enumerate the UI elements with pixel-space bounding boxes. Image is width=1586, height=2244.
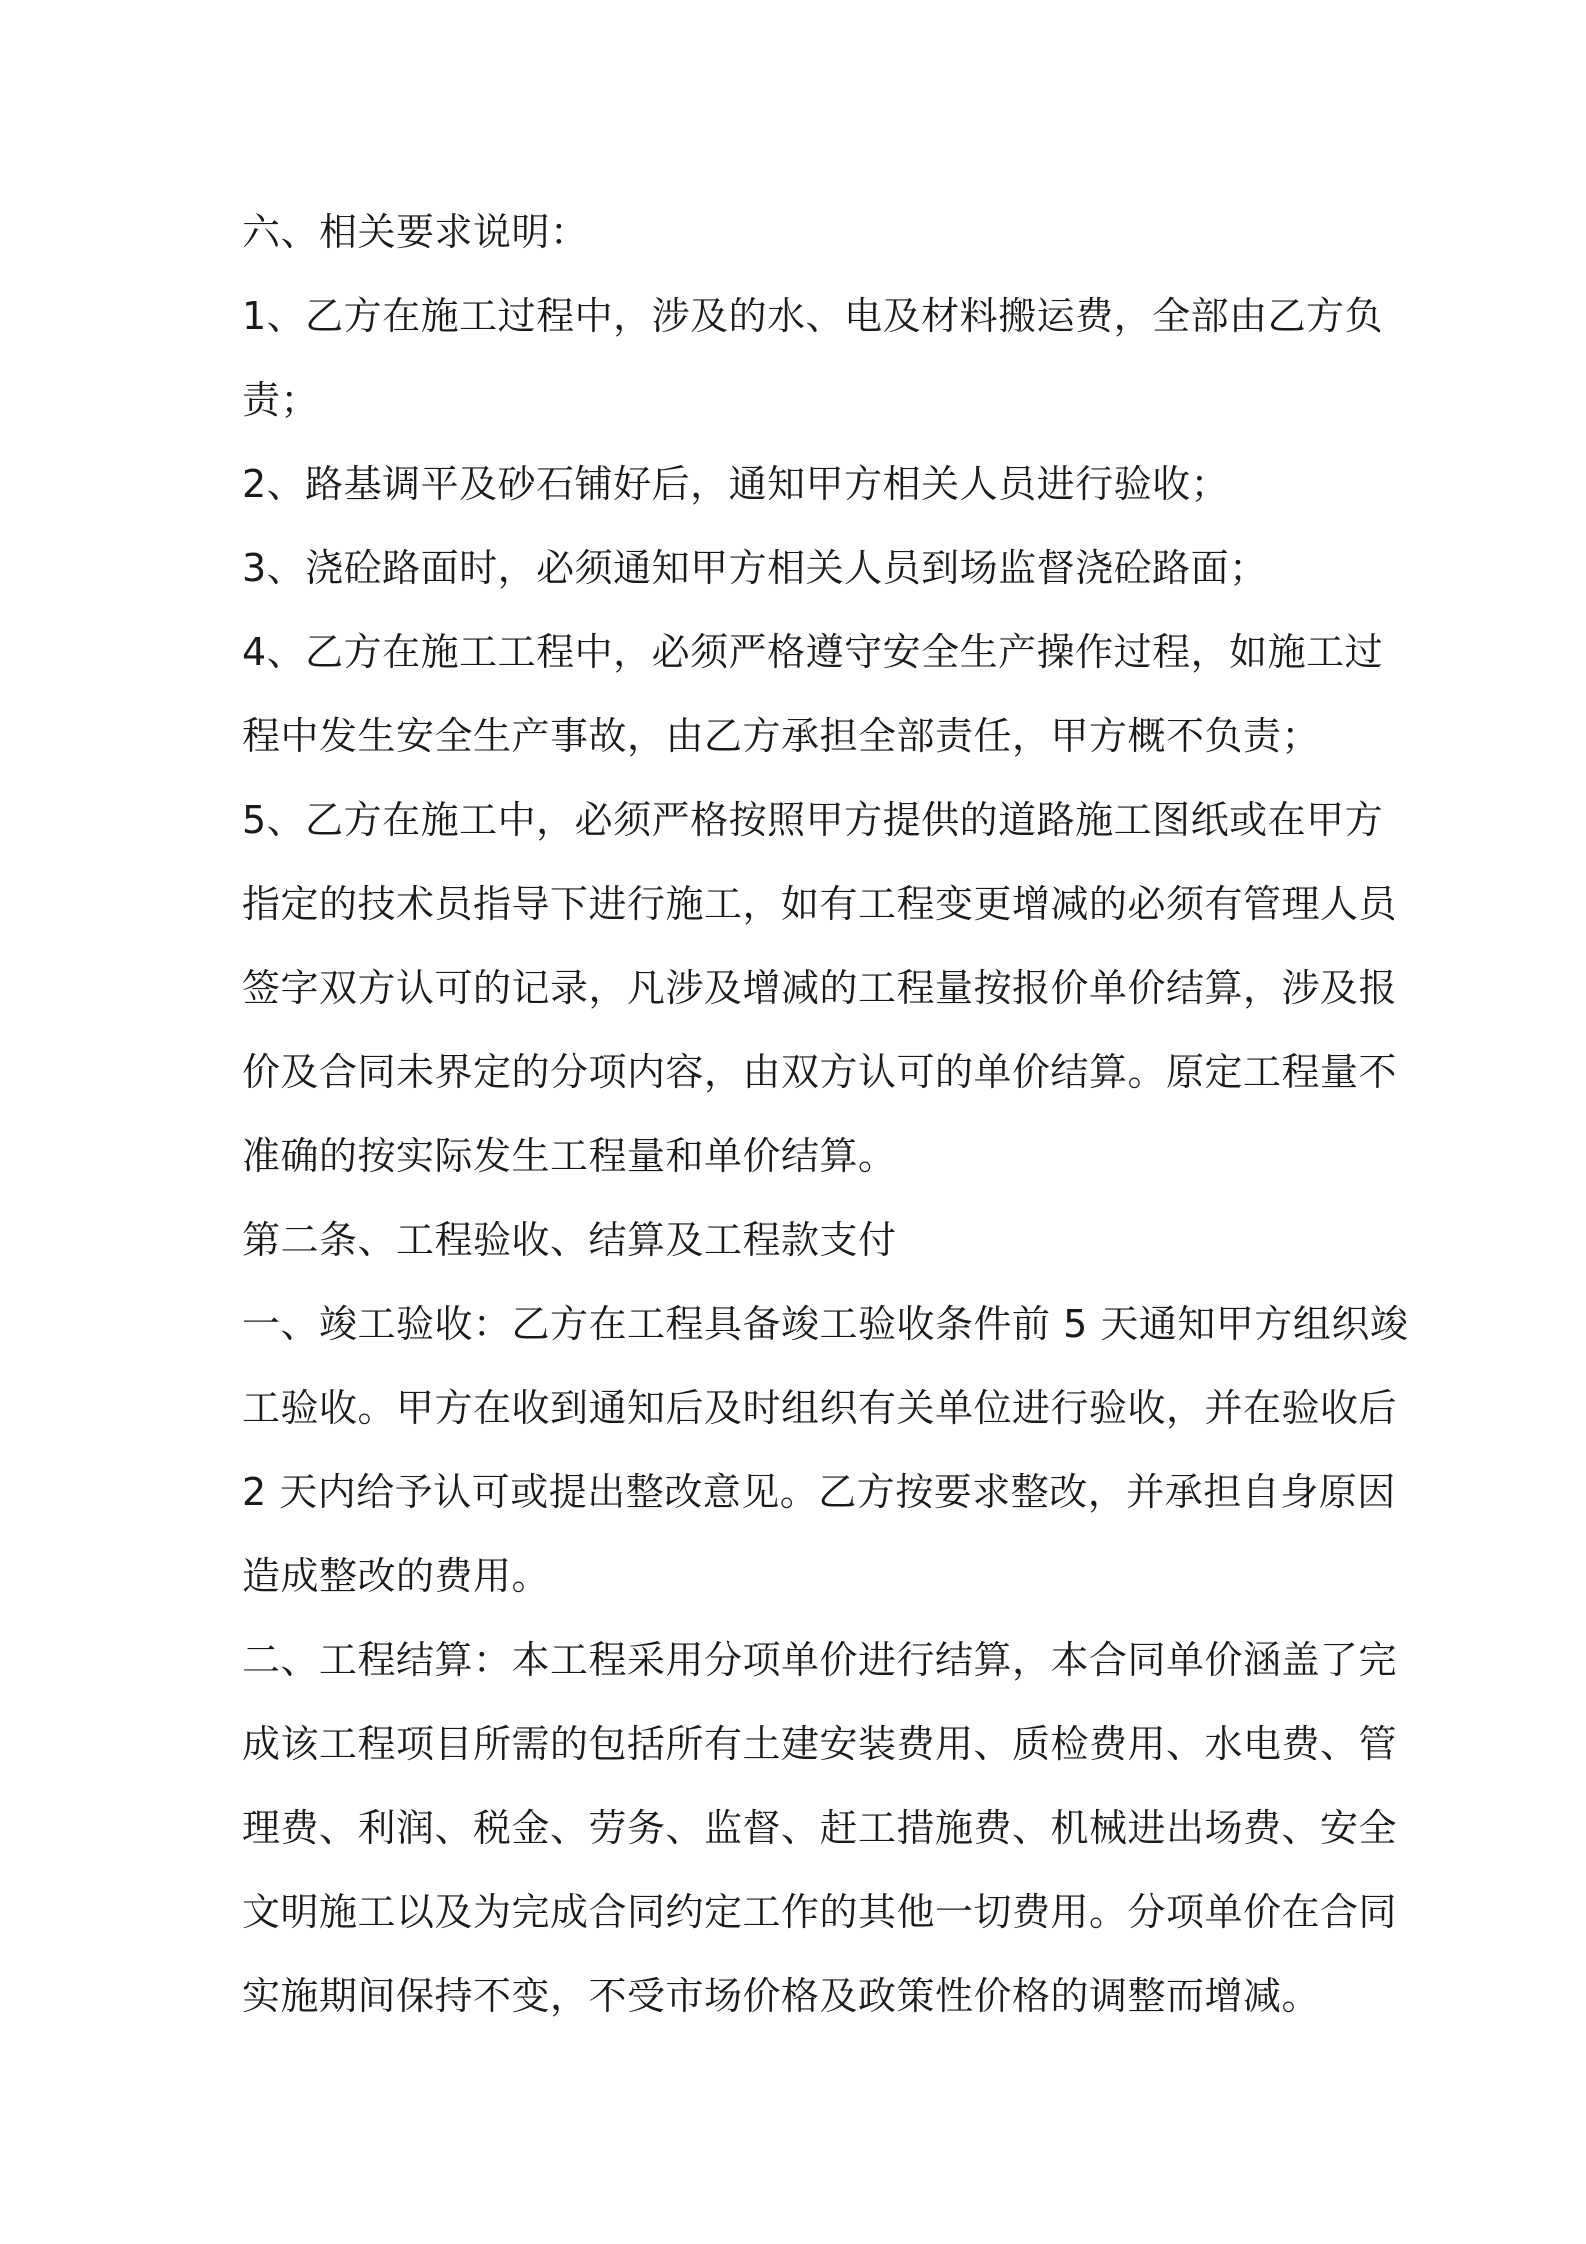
text-line: 成该工程项目所需的包括所有土建安装费用、质检费用、水电费、管 [242, 1722, 1398, 1766]
document-body [242, 190, 1409, 2038]
text-line: 程中发生安全生产事故，由乙方承担全部责任，甲方概不负责； [242, 714, 1321, 758]
article-heading: 第二条、工程验收、结算及工程款支付 [242, 1218, 897, 1262]
text-line: 价及合同未界定的分项内容，由双方认可的单价结算。原定工程量不 [242, 1050, 1398, 1094]
text-line: 签字双方认可的记录，凡涉及增减的工程量按报价单价结算，涉及报 [242, 966, 1398, 1010]
text-line: 文明施工以及为完成合同约定工作的其他一切费用。分项单价在合同 [242, 1890, 1398, 1934]
text-line: 4、乙方在施工工程中，必须严格遵守安全生产操作过程，如施工过 [242, 630, 1384, 674]
text-line: 指定的技术员指导下进行施工，如有工程变更增减的必须有管理人员 [242, 882, 1398, 926]
text-line: 造成整改的费用。 [242, 1554, 551, 1598]
text-line: 工验收。甲方在收到通知后及时组织有关单位进行验收，并在验收后 [242, 1386, 1398, 1430]
text-line: 准确的按实际发生工程量和单价结算。 [242, 1134, 897, 1178]
text-line: 二、工程结算：本工程采用分项单价进行结算，本合同单价涵盖了完 [242, 1638, 1398, 1682]
text-line: 实施期间保持不变，不受市场价格及政策性价格的调整而增减。 [242, 1974, 1321, 2018]
text-line: 2、路基调平及砂石铺好后，通知甲方相关人员进行验收； [242, 462, 1230, 506]
text-line: 2 天内给予认可或提出整改意见。乙方按要求整改，并承担自身原因 [242, 1470, 1396, 1514]
text-line: 5、乙方在施工中，必须严格按照甲方提供的道路施工图纸或在甲方 [242, 798, 1384, 842]
text-line: 一、竣工验收：乙方在工程具备竣工验收条件前 5 天通知甲方组织竣 [242, 1302, 1409, 1346]
text-line: 责； [242, 378, 320, 422]
text-line: 理费、利润、税金、劳务、监督、赶工措施费、机械进出场费、安全 [242, 1806, 1398, 1850]
text-line: 1、乙方在施工过程中，涉及的水、电及材料搬运费，全部由乙方负 [242, 294, 1384, 338]
section-heading: 六、相关要求说明： [242, 210, 589, 254]
text-line: 3、浇砼路面时，必须通知甲方相关人员到场监督浇砼路面； [242, 546, 1268, 590]
